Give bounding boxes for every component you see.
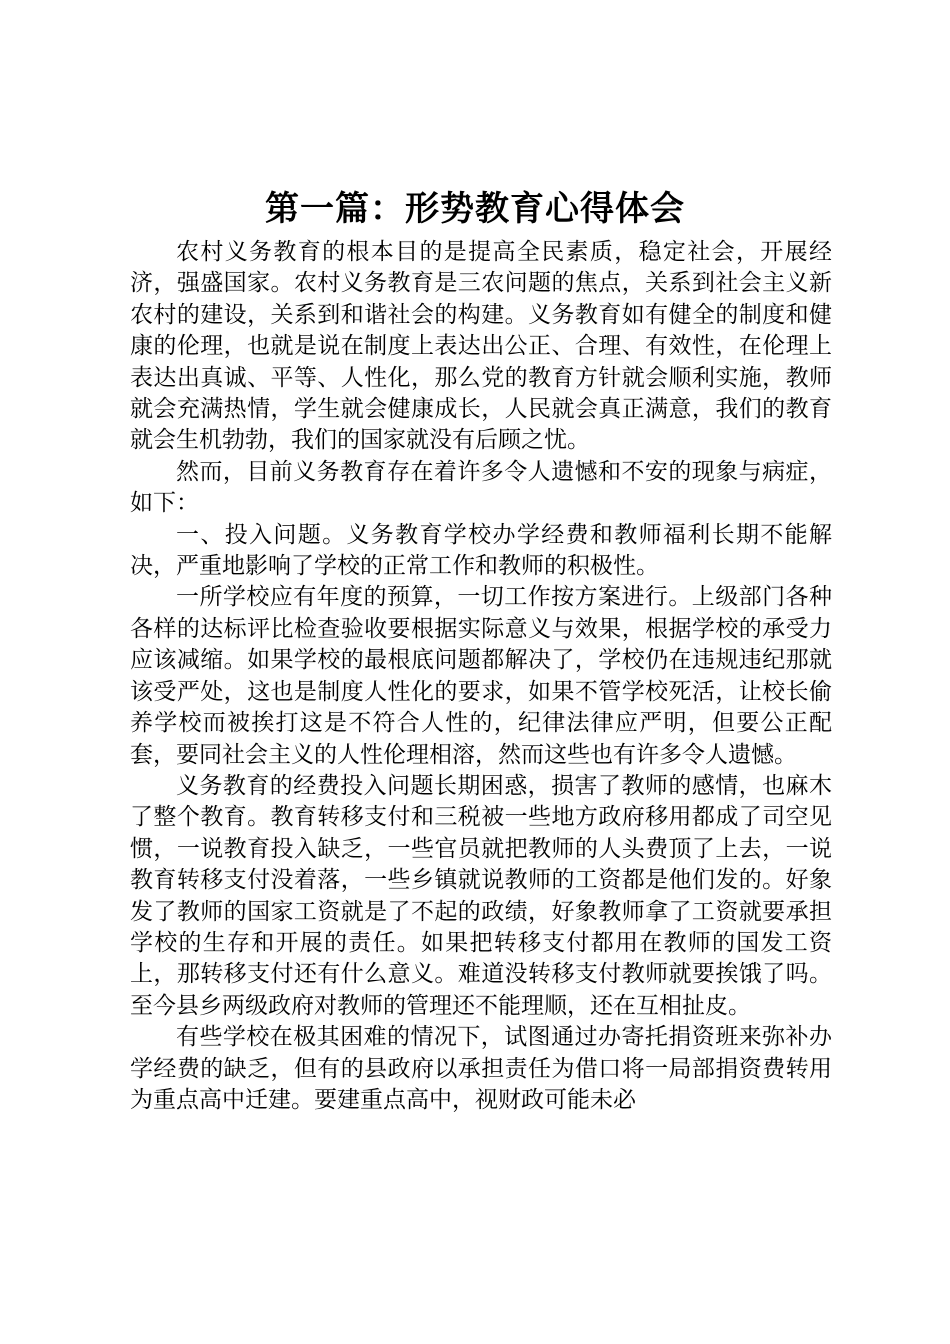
paragraph: 一、投入问题。义务教育学校办学经费和教师福利长期不能解决，严重地影响了学校的正常工作和教师的积极性。: [130, 521, 832, 580]
document-body: [130, 237, 832, 1116]
paragraph: 农村义务教育的根本目的是提高全民素质，稳定社会，开展经济，强盛国家。农村义务教育是三农问题的焦点，关系到社会主义新农村的建设，关系到和谐社会的构建。义务教育如有健全的制度和健康的伦理，也就是说在制度上表达出公正、合理、有效性，在伦理上表达出真诚、平等、人性化，那么党的教育方针就会顺利实施，教师就会充满热情，学生就会健康成长，人民就会真正满意，我们的教育就会生机勃勃，我们的国家就没有后顾之忧。: [130, 239, 832, 454]
document-title: 第一篇：形势教育心得体会: [265, 189, 685, 229]
paragraph: 然而，目前义务教育存在着许多令人遗憾和不安的现象与病症，如下：: [130, 458, 832, 517]
paragraph: 义务教育的经费投入问题长期困惑，损害了教师的感情，也麻木了整个教育。教育转移支付和三税被一些地方政府移用都成了司空见惯，一说教育投入缺乏，一些官员就把教师的人头费顶了上去，一说教育转移支付没着落，一些乡镇就说教师的工资都是他们发的。好象发了教师的国家工资就是了不起的政绩，好象教师拿了工资就要承担学校的生存和开展的责任。如果把转移支付都用在教师的国发工资上，那转移支付还有什么意义。难道没转移支付教师就要挨饿了吗。至今县乡两级政府对教师的管理还不能理顺，还在互相扯皮。: [130, 772, 832, 1019]
paragraph: 一所学校应有年度的预算，一切工作按方案进行。上级部门各种各样的达标评比检查验收要根据实际意义与效果，根据学校的承受力应该减缩。如果学校的最根底问题都解决了，学校仍在违规违纪那就该受严处，这也是制度人性化的要求，如果不管学校死活，让校长偷养学校而被挨打这是不符合人性的，纪律法律应严明，但要公正配套，要同社会主义的人性伦理相溶，然而这些也有许多令人遗憾。: [130, 584, 832, 768]
paragraph: 有些学校在极其困难的情况下，试图通过办寄托捐资班来弥补办学经费的缺乏，但有的县政府以承担责任为借口将一局部捐资费转用为重点高中迁建。要建重点高中，视财政可能未必: [130, 1024, 832, 1113]
